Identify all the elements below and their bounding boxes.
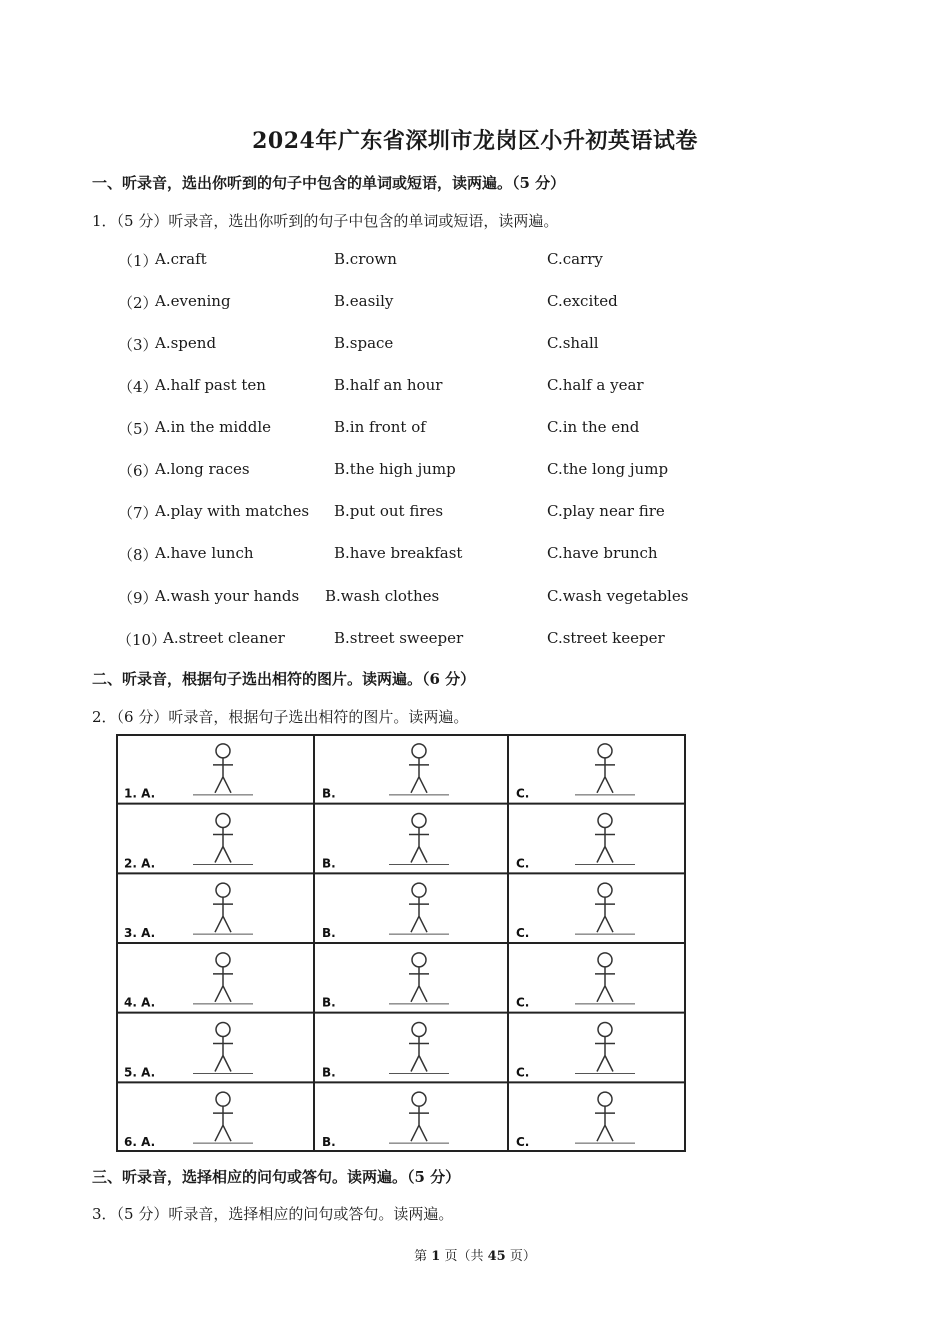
page-title: 2024年广东省深圳市龙岗区小升初英语试卷 [252, 128, 698, 154]
picture-grid [116, 734, 686, 1152]
option-a: A.spend [155, 334, 217, 352]
sketch-head [216, 1092, 230, 1106]
option-a: A.long races [155, 460, 250, 478]
picture-label: C. [516, 1135, 530, 1149]
picture-label: C. [516, 995, 530, 1010]
question-3-text: 3．（5 分）听录音，选择相应的问句或答句。读两遍。 [92, 1205, 454, 1223]
picture-label: B. [322, 856, 336, 871]
option-row [0, 250, 950, 272]
sketch-head [216, 883, 230, 897]
option-c: C.carry [547, 250, 603, 268]
sketch-head [412, 814, 426, 828]
sketch-figure [213, 897, 233, 932]
sketch-head [216, 744, 230, 758]
footer-total-pages: 45 [487, 1249, 506, 1264]
picture-label: 3. A. [124, 926, 156, 940]
sketch-head [412, 744, 426, 758]
picture-label: C. [516, 1065, 530, 1080]
sketch-head [598, 953, 612, 967]
footer-prefix: 第 [414, 1249, 432, 1264]
option-row [0, 587, 950, 609]
sketch-head [216, 814, 230, 828]
option-row [0, 629, 950, 651]
sketch-figure [409, 1037, 429, 1072]
option-row [0, 502, 950, 524]
option-a: A.evening [155, 292, 231, 310]
option-number: （3） [118, 336, 158, 354]
option-c: C.in the end [547, 418, 640, 436]
option-b: B.have breakfast [334, 544, 463, 562]
option-row [0, 334, 950, 356]
picture-label: B. [322, 786, 336, 801]
sketch-head [412, 953, 426, 967]
option-a: A.in the middle [155, 418, 272, 436]
option-c: C.play near fire [547, 502, 665, 520]
option-b: B.wash clothes [325, 587, 440, 605]
option-a: A.craft [155, 250, 207, 268]
sketch-figure [213, 828, 233, 863]
option-c: C.street keeper [547, 629, 665, 647]
option-row [0, 376, 950, 398]
option-number: （10） [117, 631, 167, 649]
option-b: B.crown [334, 250, 397, 268]
page-footer [0, 1245, 950, 1264]
sketch-head [216, 1023, 230, 1037]
footer-page-number: 1 [431, 1249, 441, 1264]
sketch-figure [595, 897, 615, 932]
option-c: C.shall [547, 334, 599, 352]
sketch-head [216, 953, 230, 967]
option-number: （4） [118, 378, 158, 396]
option-a: A.half past ten [155, 376, 266, 394]
picture-label: B. [322, 995, 336, 1010]
picture-label: C. [516, 786, 530, 801]
option-b: B.in front of [334, 418, 426, 436]
option-c: C.wash vegetables [547, 587, 689, 605]
sketch-figure [409, 897, 429, 932]
option-row [0, 292, 950, 314]
sketch-head [598, 883, 612, 897]
question-2-text: 2．（6 分）听录音，根据句子选出相符的图片。读两遍。 [92, 708, 469, 726]
sketch-figure [213, 967, 233, 1002]
option-b: B.put out fires [334, 502, 444, 520]
picture-label: 5. A. [124, 1065, 156, 1080]
sketch-head [598, 1023, 612, 1037]
question-1-text: 1．（5 分）听录音，选出你听到的句子中包含的单词或短语，读两遍。 [92, 212, 559, 230]
option-c: C.excited [547, 292, 618, 310]
sketch-figure [409, 1106, 429, 1141]
section-2-heading: 二、听录音，根据句子选出相符的图片。读两遍。（6 分） [92, 670, 476, 688]
sketch-figure [595, 967, 615, 1002]
option-row [0, 460, 950, 482]
sketch-head [598, 1092, 612, 1106]
picture-label: B. [322, 926, 336, 940]
sketch-figure [213, 1106, 233, 1141]
option-number: （7） [118, 504, 158, 522]
option-a: A.play with matches [155, 502, 310, 520]
section-3-heading: 三、听录音，选择相应的问句或答句。读两遍。（5 分） [92, 1168, 461, 1186]
picture-grid-svg [116, 734, 686, 1152]
option-b: B.space [334, 334, 394, 352]
picture-label: 4. A. [124, 995, 156, 1010]
sketch-head [412, 883, 426, 897]
option-number: （6） [118, 462, 158, 480]
footer-suffix: 页） [505, 1249, 536, 1264]
option-b: B.easily [334, 292, 394, 310]
sketch-head [412, 1092, 426, 1106]
option-c: C.have brunch [547, 544, 658, 562]
picture-label: B. [322, 1065, 336, 1080]
option-b: B.street sweeper [334, 629, 464, 647]
sketch-head [598, 744, 612, 758]
picture-label: 2. A. [124, 856, 156, 871]
picture-label: C. [516, 926, 530, 940]
sketch-figure [595, 828, 615, 863]
option-a: A.wash your hands [155, 587, 300, 605]
sketch-head [598, 814, 612, 828]
option-a: A.street cleaner [163, 629, 285, 647]
sketch-figure [409, 758, 429, 793]
option-number: （1） [118, 252, 158, 270]
option-c: C.the long jump [547, 460, 669, 478]
picture-label: 6. A. [124, 1135, 156, 1149]
option-number: （9） [118, 589, 158, 607]
option-number: （8） [118, 546, 158, 564]
option-row [0, 544, 950, 566]
option-a: A.have lunch [155, 544, 254, 562]
option-b: B.half an hour [334, 376, 443, 394]
sketch-figure [595, 1106, 615, 1141]
option-row [0, 418, 950, 440]
sketch-figure [409, 967, 429, 1002]
picture-label: C. [516, 856, 530, 871]
picture-label: 1. A. [124, 786, 156, 801]
sketch-figure [595, 1037, 615, 1072]
sketch-figure [595, 758, 615, 793]
sketch-figure [409, 828, 429, 863]
option-number: （5） [118, 420, 158, 438]
option-c: C.half a year [547, 376, 644, 394]
footer-middle: 页（共 [440, 1249, 488, 1264]
option-number: （2） [118, 294, 158, 312]
sketch-figure [213, 758, 233, 793]
option-b: B.the high jump [334, 460, 456, 478]
section-1-heading: 一、听录音，选出你听到的句子中包含的单词或短语，读两遍。（5 分） [92, 174, 566, 192]
sketch-head [412, 1023, 426, 1037]
picture-label: B. [322, 1135, 336, 1149]
sketch-figure [213, 1037, 233, 1072]
